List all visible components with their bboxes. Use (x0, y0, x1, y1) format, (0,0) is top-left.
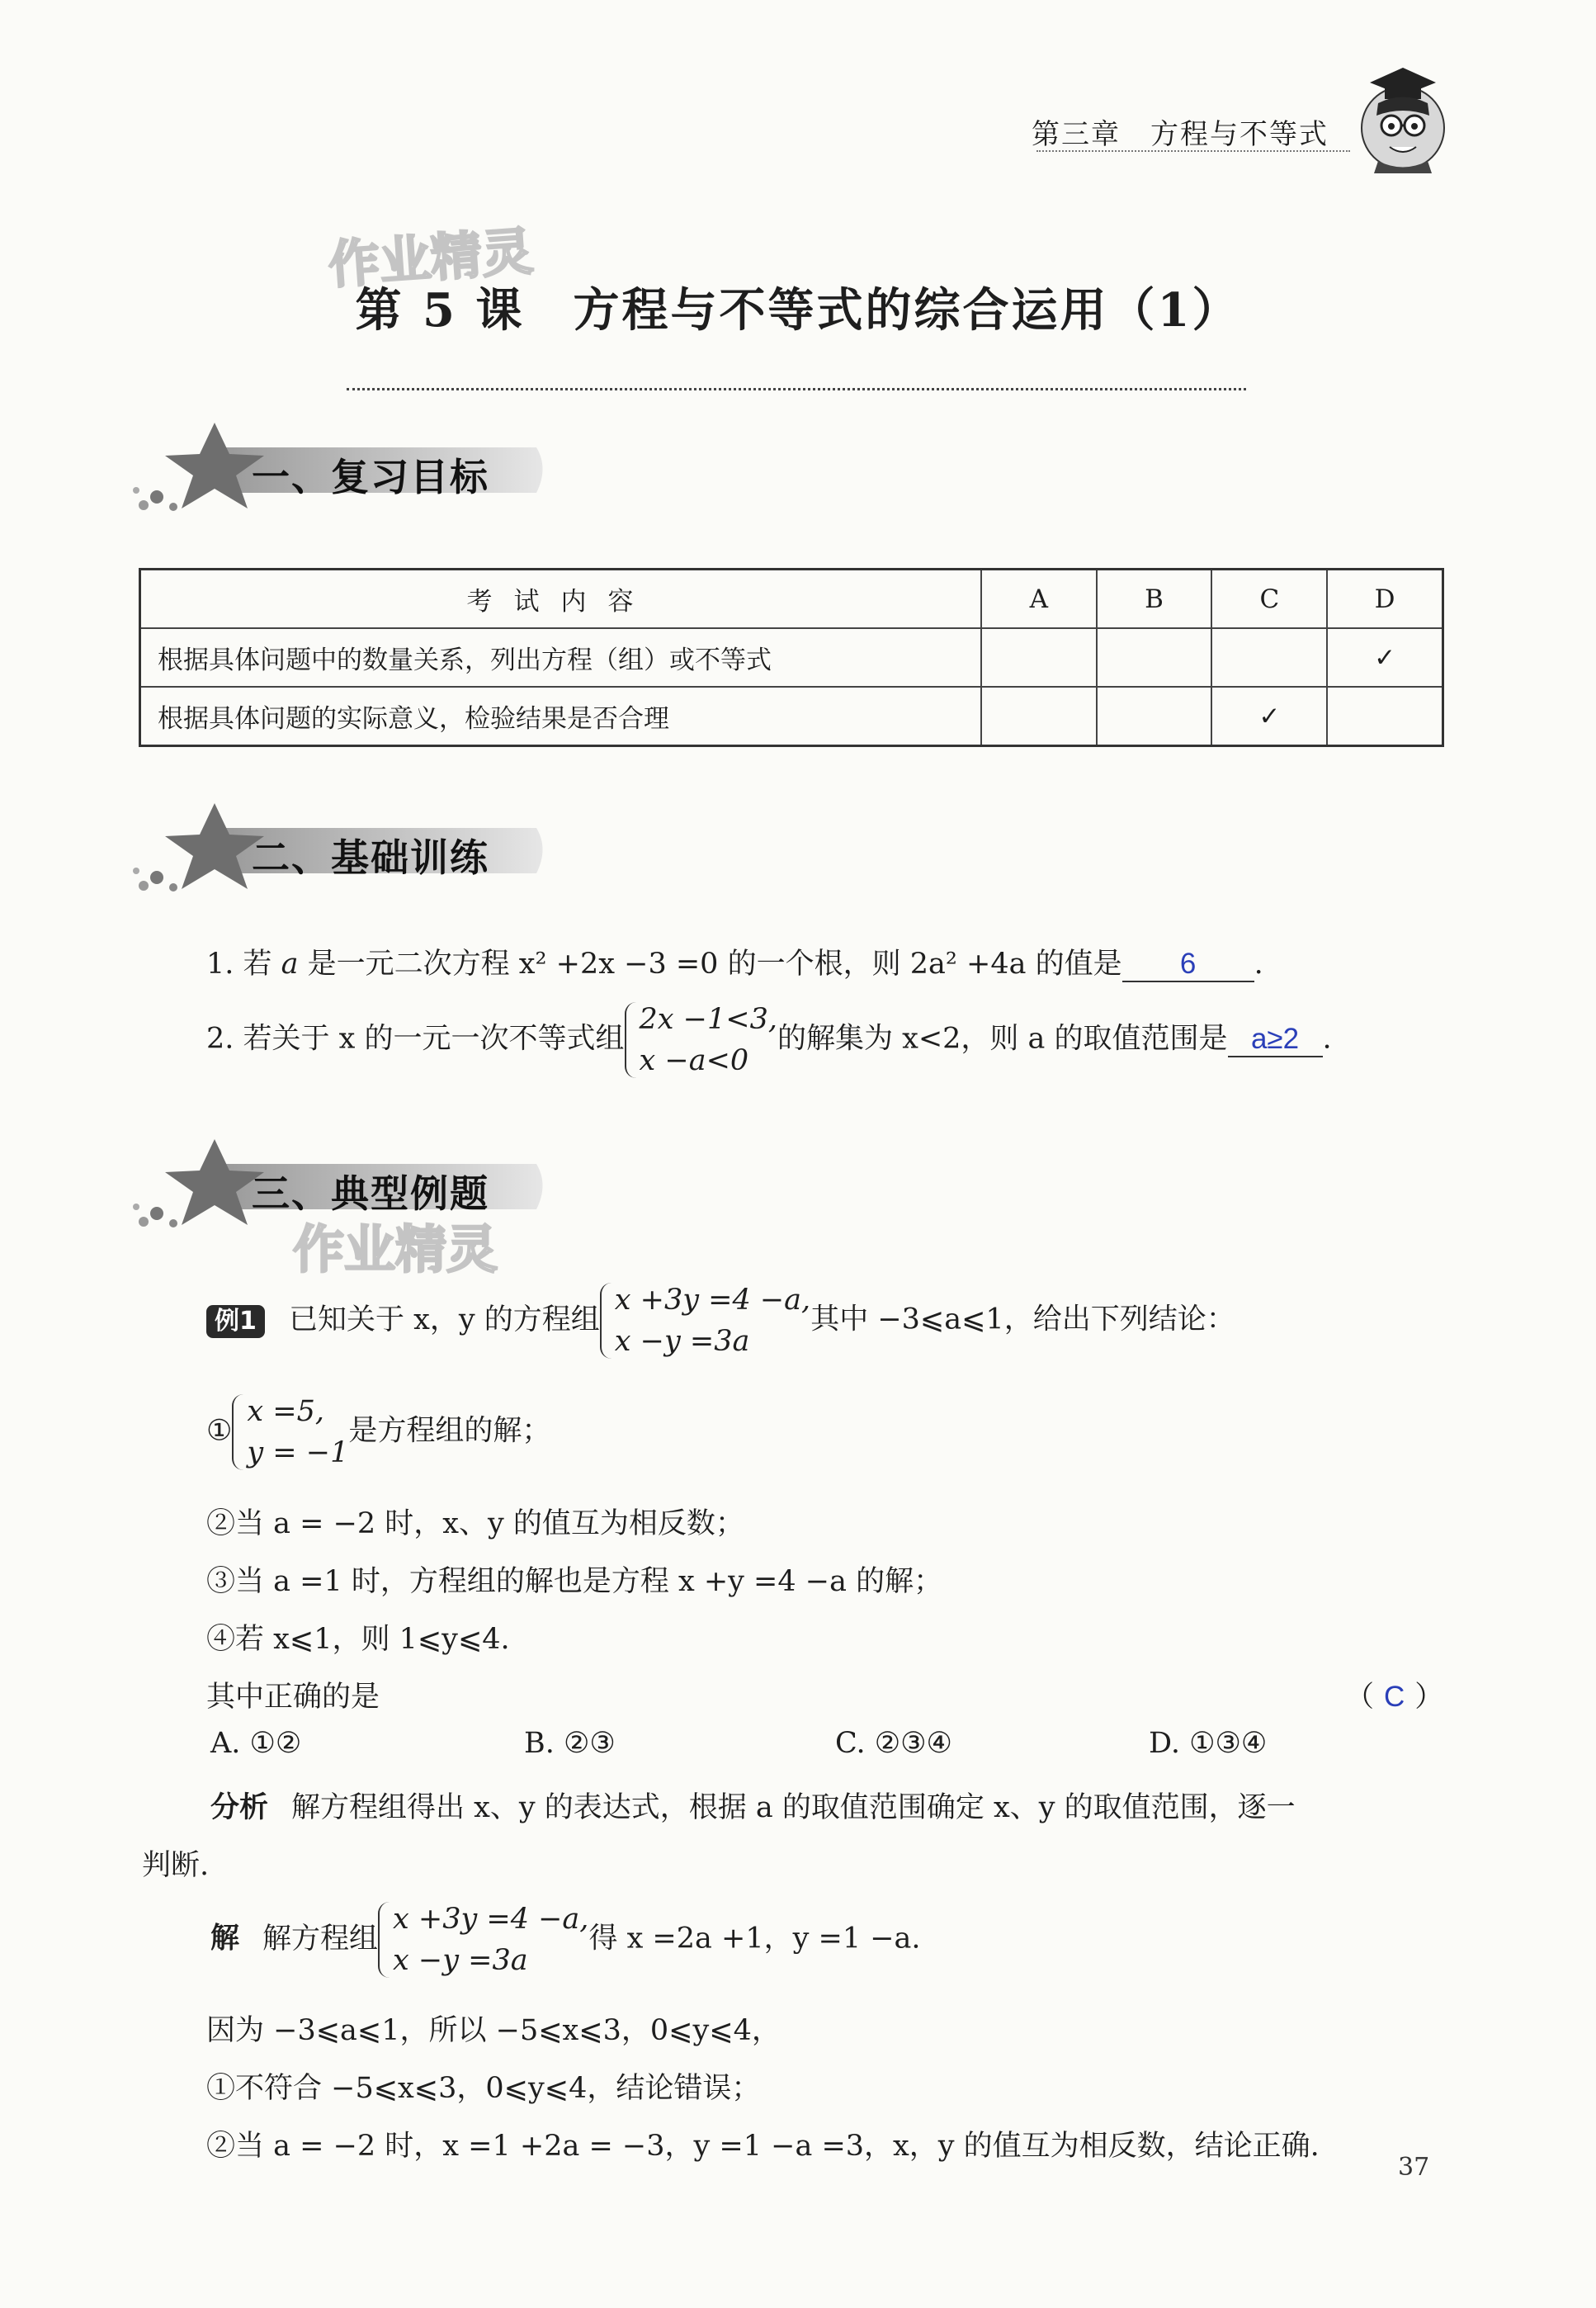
check-cell (1097, 628, 1212, 687)
equation-system: x +3y =4 −a, x −y =3a (378, 1899, 588, 1981)
solution: 解 解方程组 x +3y =4 −a, x −y =3a 得 x =2a +1，y =1 −a. (210, 1899, 921, 1981)
section-label: 三、典型例题 (252, 1171, 489, 1216)
solution-label: 解 (210, 1922, 240, 1956)
solution-step-1: 因为 −3⩽a⩽1，所以 −5⩽x⩽3，0⩽y⩽4， (206, 2014, 781, 2047)
option-c: C. ②③④ (835, 1727, 952, 1760)
check-cell: ✓ (1327, 628, 1443, 687)
conclusion-2: ②当 a = −2 时，x、y 的值互为相反数； (206, 1507, 744, 1540)
header-cell: B (1097, 570, 1212, 629)
header-rule (1036, 150, 1350, 152)
table-cell: 根据具体问题的实际意义，检验结果是否合理 (140, 687, 982, 746)
lesson-title: 第 5 课 方程与不等式的综合运用（1） (355, 283, 1241, 338)
question-prompt: 其中正确的是 (206, 1681, 380, 1714)
section-heading-basic-training (132, 803, 561, 894)
analysis-continued: 判断. (142, 1849, 210, 1882)
header-cell: C (1211, 570, 1327, 629)
header-cell: 考试内容 (140, 570, 982, 629)
table-header-row (140, 570, 1443, 629)
goals-table (139, 568, 1444, 747)
section-heading-review-goals (132, 423, 561, 513)
option-b: B. ②③ (524, 1727, 616, 1760)
table-row (140, 687, 1443, 746)
answer-blank: 6 (1122, 948, 1254, 982)
check-cell (1211, 628, 1327, 687)
answer-bracket: （ C ） (1345, 1681, 1444, 1714)
inequality-system: 2x −1<3, x −a<0 (625, 999, 777, 1081)
chapter-title: 方程与不等式 (1150, 118, 1329, 151)
analysis-label: 分析 (210, 1791, 269, 1824)
option-d: D. ①③④ (1149, 1727, 1268, 1760)
example-badge: 例1 (206, 1305, 265, 1338)
solution-step-3: ②当 a = −2 时，x =1 +2a = −3，y =1 −a =3，x，y 的值互为相反数，结论正确. (206, 2130, 1320, 2163)
svg-text:作业精灵: 作业精灵 (326, 220, 536, 296)
solution-step-2: ①不符合 −5⩽x⩽3，0⩽y⩽4，结论错误； (206, 2072, 761, 2105)
conclusion-4: ④若 x⩽1，则 1⩽y⩽4. (206, 1623, 510, 1656)
question-2: 2. 若关于 x 的一元一次不等式组 2x −1<3, x −a<0 的解集为 x<2，则 a 的取值范围是 a≥2 . (206, 999, 1332, 1081)
table-row (140, 628, 1443, 687)
conclusion-3: ③当 a =1 时，方程组的解也是方程 x +y =4 −a 的解； (206, 1565, 943, 1598)
section-label: 一、复习目标 (252, 455, 489, 499)
section-heading-typical-examples (132, 1139, 561, 1230)
answer-choice: C (1384, 1681, 1405, 1713)
table-cell: 根据具体问题中的数量关系，列出方程（组）或不等式 (140, 628, 982, 687)
check-cell (981, 628, 1097, 687)
chapter-header (1032, 111, 1329, 152)
conclusion-1: ① x =5, y = −1 是方程组的解； (206, 1391, 550, 1473)
equation-system: x +3y =4 −a, x −y =3a (600, 1279, 810, 1362)
header-cell: A (981, 570, 1097, 629)
example-1-intro: 例1 已知关于 x，y 的方程组 x +3y =4 −a, x −y =3a 其中 −3⩽a⩽1，给出下列结论： (206, 1279, 1235, 1362)
solution-pair: x =5, y = −1 (232, 1391, 348, 1473)
chapter-number: 第三章 (1032, 118, 1121, 151)
page-number: 37 (1398, 2153, 1430, 2182)
check-cell (981, 687, 1097, 746)
answer-blank: a≥2 (1228, 1023, 1323, 1057)
option-a: A. ①② (210, 1727, 302, 1760)
svg-text:作业精灵: 作业精灵 (293, 1219, 498, 1279)
title-rule (347, 388, 1246, 390)
header-cell: D (1327, 570, 1443, 629)
question-1: 1. 若 a 是一元二次方程 x² +2x −3 =0 的一个根，则 2a² +4a 的值是 6 . (206, 948, 1263, 981)
check-cell: ✓ (1211, 687, 1327, 746)
mascot-icon (1353, 58, 1452, 173)
check-cell (1327, 687, 1443, 746)
check-cell (1097, 687, 1212, 746)
analysis: 分析 解方程组得出 x、y 的表达式，根据 a 的取值范围确定 x、y 的取值范围，逐一 (210, 1791, 1296, 1824)
section-label: 二、基础训练 (252, 835, 489, 880)
